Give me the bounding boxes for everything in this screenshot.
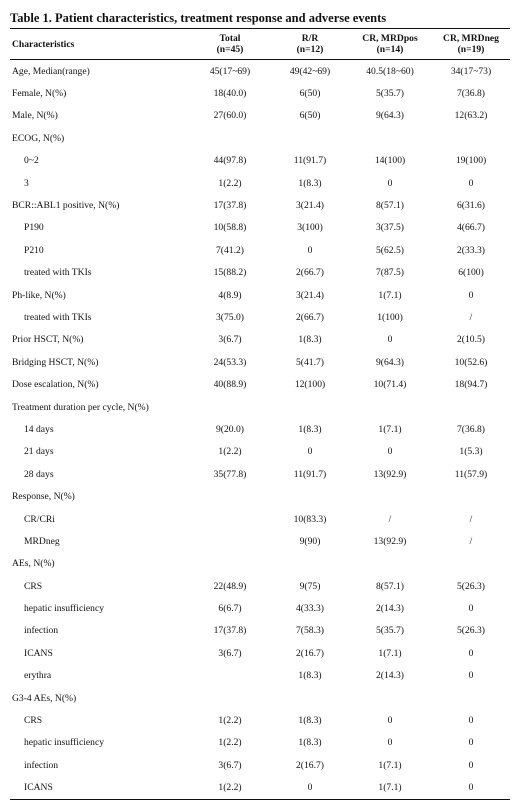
table-row	[10, 665, 510, 687]
cell-cr-mrdneg: 2(33.3)	[457, 244, 485, 256]
header-characteristics: Characteristics	[12, 38, 75, 50]
cell-total: 10(58.8)	[213, 222, 247, 234]
cell-total: 18(40.0)	[213, 88, 247, 100]
cell-cr-mrdneg: 0	[468, 603, 474, 615]
cell-rr: 11(91.7)	[293, 468, 327, 480]
table-row	[10, 530, 510, 552]
row-label: Male, N(%)	[12, 110, 58, 122]
cell-total: 6(6.7)	[218, 603, 242, 615]
row-label: 0~2	[24, 155, 39, 167]
cell-cr-mrdneg: 0	[468, 670, 474, 682]
cell-total: 15(88.2)	[213, 267, 247, 279]
row-label: CRS	[24, 715, 43, 727]
cell-cr-mrdneg: /	[469, 311, 473, 323]
cell-rr: 9(90)	[299, 535, 321, 547]
row-label: treated with TKIs	[24, 311, 92, 323]
cell-rr: 5(41.7)	[296, 356, 324, 368]
header-cr-mrdpos-n: (n=14)	[376, 44, 404, 55]
cell-rr: 0	[307, 244, 313, 256]
row-label: ICANS	[24, 647, 53, 659]
cell-cr-mrdneg: 19(100)	[455, 155, 487, 167]
cell-cr-mrdneg: 12(63.2)	[454, 110, 488, 122]
table-row	[10, 239, 510, 261]
row-label: P210	[24, 244, 44, 256]
cell-total: 1(2.2)	[218, 737, 242, 749]
cell-total: 45(17~69)	[209, 65, 251, 77]
cell-cr-mrdpos	[348, 553, 432, 575]
cell-total: 1(2.2)	[218, 715, 242, 727]
cell-cr-mrdpos: /	[388, 513, 392, 525]
table-row	[10, 127, 510, 149]
table-row	[10, 150, 510, 172]
cell-rr: 0	[307, 446, 313, 458]
cell-rr: 1(8.3)	[298, 334, 322, 346]
table-row	[10, 575, 510, 597]
cell-cr-mrdpos: 0	[387, 715, 393, 727]
row-label: Treatment duration per cycle, N(%)	[12, 401, 149, 413]
cell-cr-mrdpos: 0	[387, 334, 393, 346]
table-row	[10, 306, 510, 328]
cell-cr-mrdneg: 0	[468, 782, 474, 794]
header-cr-mrdpos-name: CR, MRDpos	[362, 33, 418, 44]
row-label: Dose escalation, N(%)	[12, 379, 99, 391]
cell-total: 17(37.8)	[213, 200, 247, 212]
cell-rr	[272, 396, 348, 418]
cell-rr: 3(100)	[297, 222, 323, 234]
cell-total	[188, 508, 272, 530]
cell-cr-mrdneg	[432, 396, 510, 418]
header-total	[188, 29, 272, 60]
cell-total: 22(48.9)	[213, 580, 247, 592]
cell-rr: 9(75)	[299, 580, 321, 592]
cell-rr: 6(50)	[299, 110, 321, 122]
table-row	[10, 620, 510, 642]
cell-cr-mrdpos: 1(7.1)	[378, 782, 402, 794]
cell-cr-mrdneg: 7(36.8)	[457, 423, 485, 435]
cell-total: 40(88.9)	[213, 379, 247, 391]
cell-rr: 11(91.7)	[293, 155, 327, 167]
row-label: 28 days	[24, 468, 54, 480]
row-label: hepatic insufficiency	[24, 737, 105, 749]
cell-total	[188, 553, 272, 575]
cell-cr-mrdneg: 18(94.7)	[454, 379, 488, 391]
row-label: ECOG, N(%)	[12, 132, 65, 144]
patient-characteristics-table	[10, 28, 510, 800]
table-row	[10, 732, 510, 754]
cell-cr-mrdpos: 9(64.3)	[376, 110, 404, 122]
row-label: P190	[24, 222, 44, 234]
cell-cr-mrdneg: 6(100)	[458, 267, 484, 279]
cell-cr-mrdpos: 1(100)	[377, 311, 403, 323]
row-label: Female, N(%)	[12, 88, 67, 100]
cell-rr: 1(8.3)	[298, 423, 322, 435]
cell-rr: 1(8.3)	[298, 737, 322, 749]
cell-cr-mrdpos	[348, 687, 432, 709]
cell-total: 7(41.2)	[216, 244, 244, 256]
cell-cr-mrdpos: 3(37.5)	[376, 222, 404, 234]
row-label: infection	[24, 625, 59, 637]
cell-cr-mrdpos: 13(92.9)	[373, 535, 407, 547]
cell-cr-mrdpos: 9(64.3)	[376, 356, 404, 368]
cell-cr-mrdpos	[348, 485, 432, 507]
table-body	[10, 60, 510, 800]
table-row	[10, 105, 510, 127]
cell-cr-mrdneg: 0	[468, 289, 474, 301]
cell-total: 9(20.0)	[216, 423, 244, 435]
cell-rr: 2(66.7)	[296, 311, 324, 323]
cell-rr: 2(16.7)	[296, 759, 324, 771]
table-row	[10, 463, 510, 485]
row-label: CR/CRi	[24, 513, 55, 525]
row-label: AEs, N(%)	[12, 558, 55, 570]
cell-cr-mrdpos: 14(100)	[374, 155, 406, 167]
cell-cr-mrdneg: 7(36.8)	[457, 88, 485, 100]
cell-rr: 3(21.4)	[296, 200, 324, 212]
cell-cr-mrdneg: 0	[468, 177, 474, 189]
table-row	[10, 553, 510, 575]
cell-rr	[272, 687, 348, 709]
cell-cr-mrdpos: 5(35.7)	[376, 625, 404, 637]
cell-total: 3(6.7)	[218, 334, 242, 346]
header-total-name: Total	[219, 33, 241, 44]
cell-cr-mrdneg: 1(5.3)	[459, 446, 483, 458]
row-label: erythra	[24, 670, 52, 682]
cell-cr-mrdneg: /	[469, 535, 473, 547]
table-row	[10, 687, 510, 709]
cell-total: 1(2.2)	[218, 177, 242, 189]
cell-total: 1(2.2)	[218, 446, 242, 458]
cell-cr-mrdpos: 1(7.1)	[378, 289, 402, 301]
header-cr-mrdneg-n: (n=19)	[457, 44, 485, 55]
table-row	[10, 508, 510, 530]
cell-rr: 1(8.3)	[298, 177, 322, 189]
row-label: hepatic insufficiency	[24, 603, 105, 615]
cell-cr-mrdpos: 1(7.1)	[378, 759, 402, 771]
row-label: ICANS	[24, 782, 53, 794]
cell-rr	[272, 553, 348, 575]
cell-total: 3(6.7)	[218, 647, 242, 659]
cell-cr-mrdpos: 10(71.4)	[373, 379, 407, 391]
cell-cr-mrdneg: 6(31.6)	[457, 200, 485, 212]
cell-total	[188, 530, 272, 552]
cell-cr-mrdneg: 0	[468, 759, 474, 771]
cell-cr-mrdneg	[432, 687, 510, 709]
table-row	[10, 642, 510, 664]
cell-cr-mrdneg: 0	[468, 715, 474, 727]
table-header-row	[10, 29, 510, 60]
cell-cr-mrdneg: 0	[468, 737, 474, 749]
cell-total: 3(6.7)	[218, 759, 242, 771]
row-label: BCR::ABL1 positive, N(%)	[12, 200, 120, 212]
header-cr-mrdpos	[348, 29, 432, 60]
header-total-n: (n=45)	[216, 44, 244, 55]
table-row	[10, 485, 510, 507]
cell-rr: 2(66.7)	[296, 267, 324, 279]
cell-total	[188, 665, 272, 687]
cell-cr-mrdpos: 5(35.7)	[376, 88, 404, 100]
cell-cr-mrdpos	[348, 127, 432, 149]
cell-total: 4(8.9)	[218, 289, 242, 301]
table-row	[10, 351, 510, 373]
cell-total: 24(53.3)	[213, 356, 247, 368]
header-rr-name: R/R	[301, 33, 319, 44]
cell-cr-mrdpos: 40.5(18~60)	[366, 65, 414, 77]
cell-cr-mrdneg: 11(57.9)	[454, 468, 488, 480]
cell-rr: 10(83.3)	[293, 513, 327, 525]
table-row	[10, 396, 510, 418]
cell-cr-mrdpos: 0	[387, 446, 393, 458]
cell-rr: 3(21.4)	[296, 289, 324, 301]
row-label: 21 days	[24, 446, 54, 458]
table-row	[10, 373, 510, 395]
table-row	[10, 329, 510, 351]
row-label: Prior HSCT, N(%)	[12, 334, 84, 346]
table-title: Table 1. Patient characteristics, treatment response and adverse events	[10, 11, 387, 25]
cell-rr	[272, 485, 348, 507]
table-row	[10, 82, 510, 104]
row-label: MRDneg	[24, 535, 60, 547]
cell-cr-mrdneg	[432, 127, 510, 149]
row-label: 3	[24, 177, 29, 189]
table-row	[10, 777, 510, 800]
cell-cr-mrdpos: 1(7.1)	[378, 647, 402, 659]
cell-cr-mrdpos: 5(62.5)	[376, 244, 404, 256]
table-row	[10, 217, 510, 239]
table-row	[10, 284, 510, 306]
cell-total	[188, 485, 272, 507]
cell-cr-mrdneg: 4(66.7)	[457, 222, 485, 234]
header-cr-mrdneg-name: CR, MRDneg	[443, 33, 499, 44]
row-label: infection	[24, 759, 59, 771]
cell-cr-mrdneg: /	[469, 513, 473, 525]
cell-cr-mrdneg: 2(10.5)	[457, 334, 485, 346]
row-label: Age, Median(range)	[12, 65, 90, 77]
header-cr-mrdneg	[432, 29, 510, 60]
row-label: CRS	[24, 580, 43, 592]
cell-cr-mrdpos: 0	[387, 737, 393, 749]
cell-cr-mrdpos: 8(57.1)	[376, 580, 404, 592]
cell-cr-mrdneg: 5(26.3)	[457, 625, 485, 637]
cell-cr-mrdpos: 2(14.3)	[376, 670, 404, 682]
cell-rr: 0	[307, 782, 313, 794]
cell-cr-mrdpos: 8(57.1)	[376, 200, 404, 212]
cell-rr: 1(8.3)	[298, 670, 322, 682]
cell-rr: 1(8.3)	[298, 715, 322, 727]
cell-total: 1(2.2)	[218, 782, 242, 794]
header-rr-n: (n=12)	[296, 44, 324, 55]
cell-cr-mrdneg: 0	[468, 647, 474, 659]
cell-rr: 4(33.3)	[296, 603, 324, 615]
cell-rr: 6(50)	[299, 88, 321, 100]
table-row	[10, 597, 510, 619]
cell-total: 3(75.0)	[216, 311, 244, 323]
cell-total: 44(97.8)	[213, 155, 247, 167]
cell-total: 35(77.8)	[213, 468, 247, 480]
cell-cr-mrdneg: 10(52.6)	[454, 356, 488, 368]
row-label: 14 days	[24, 423, 54, 435]
table-row	[10, 754, 510, 776]
cell-total	[188, 127, 272, 149]
table-row	[10, 709, 510, 731]
cell-total: 17(37.8)	[213, 625, 247, 637]
cell-cr-mrdneg: 5(26.3)	[457, 580, 485, 592]
cell-rr	[272, 127, 348, 149]
cell-cr-mrdneg: 34(17~73)	[450, 65, 492, 77]
header-rr	[272, 29, 348, 60]
row-label: Bridging HSCT, N(%)	[12, 356, 99, 368]
cell-cr-mrdpos: 1(7.1)	[378, 423, 402, 435]
table-row	[10, 60, 510, 83]
cell-cr-mrdpos: 13(92.9)	[373, 468, 407, 480]
cell-rr: 2(16.7)	[296, 647, 324, 659]
row-label: Ph-like, N(%)	[12, 289, 66, 301]
cell-cr-mrdneg	[432, 553, 510, 575]
cell-total	[188, 687, 272, 709]
table-row	[10, 172, 510, 194]
table-row	[10, 441, 510, 463]
cell-total: 27(60.0)	[213, 110, 247, 122]
row-label: Response, N(%)	[12, 491, 75, 503]
cell-cr-mrdpos: 0	[387, 177, 393, 189]
row-label: treated with TKIs	[24, 267, 92, 279]
cell-rr: 49(42~69)	[289, 65, 331, 77]
cell-rr: 7(58.3)	[296, 625, 324, 637]
table-row	[10, 418, 510, 440]
cell-cr-mrdpos: 7(87.5)	[376, 267, 404, 279]
cell-cr-mrdneg	[432, 485, 510, 507]
row-label: G3-4 AEs, N(%)	[12, 692, 77, 704]
table-row	[10, 194, 510, 216]
table-row	[10, 262, 510, 284]
cell-rr: 12(100)	[294, 379, 326, 391]
cell-cr-mrdpos	[348, 396, 432, 418]
cell-total	[188, 396, 272, 418]
cell-cr-mrdpos: 2(14.3)	[376, 603, 404, 615]
